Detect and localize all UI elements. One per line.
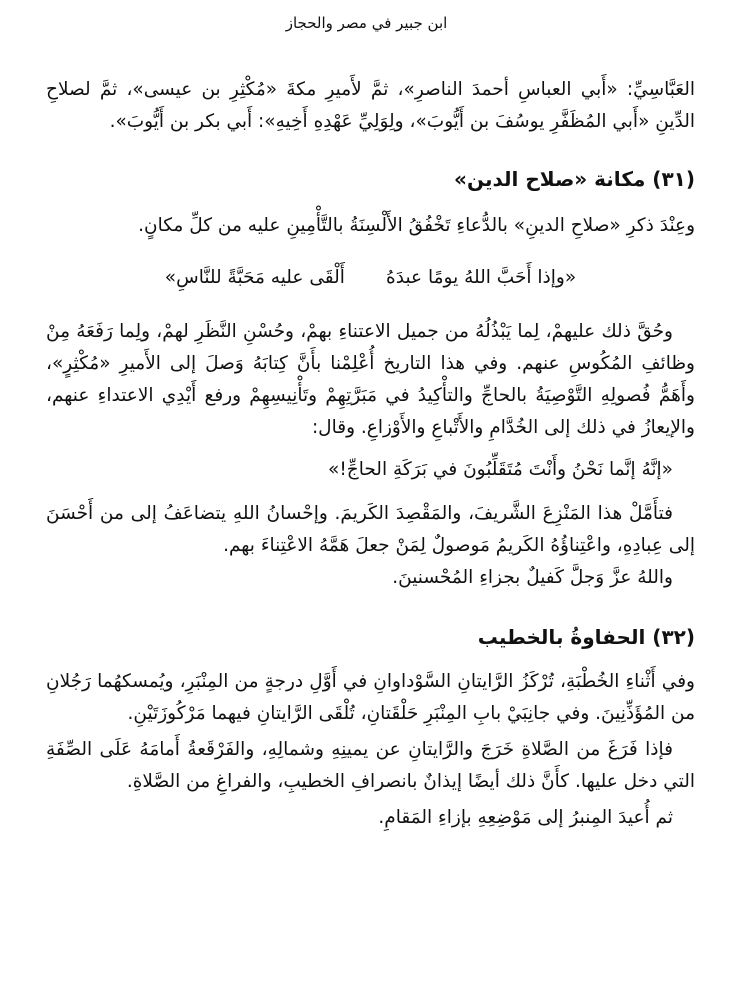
paragraph-after-prayer: فإذا فَرَغَ من الصَّلاةِ خَرَجَ والرَّايتانِ عن يمينِهِ وشمالِهِ، والفَرْقَعةُ أَمامَهُ عَلَى الصِّفَةِ التي دخل عليها. كأَنَّ ذلك أيضًا إيذانٌ بانصرافِ الخطيبِ، والفراغِ من الصَّلاةِ.: [46, 739, 695, 792]
paragraph-continuation: العَبَّاسِيِّ: «أَبي العباسِ أحمدَ الناصرِ»، ثمَّ لأَميرِ مكةَ «مُكْثِرِ بن عيسى»، ثمَّ لصلاحِ الدِّينِ «أَبي المُظَفَّرِ يوسُفَ بن أَيُّوبَ»، ولِوَلِيِّ عَهْدِهِ أَخِيهِ»: أَبي بكر بن أَيُّوبَ».: [46, 79, 695, 132]
paragraph-reward: واللهُ عزَّ وَجلَّ كَفيلٌ بجزاءِ المُحْسنينَ.: [392, 567, 673, 588]
paragraph-minbar-returned: ثم أُعيدَ المِنبرُ إلى مَوْضِعِهِ بإزاءِ المَقامِ.: [378, 807, 673, 828]
section-heading-32: (٣٢) الحفاوةُ بالخطيب: [477, 625, 695, 649]
page-body: [46, 74, 695, 834]
paragraph-deserved: وحُقَّ ذلك عليهمْ، لِما يَبْذُلُهُ من جميل الاعتناءِ بهمْ، وحُسْنِ النَّظَرِ لهمْ، ولِما رَفَعَهُ مِنْ وظائفِ المُكُوسِ عنهم. وفي هذا التاريخ أُعْلِمْنا بأَنَّ كِتابَهُ وَصلَ إلى الأَميرِ «مُكْثِرٍ»، وأَهَمُّ فُصولِهِ التَّوْصِيَةُ بالحاجِّ والتأْكِيدُ في مَبَرَّتِهِمْ وتَأْنِيسِهِمْ ورفع أَيْدِي الاعتداءِ عنهم، والإيعازُ في ذلك إلى الخُدَّامِ والأَتْباعِ والأَوْزاعِ. وقال:: [46, 321, 695, 438]
running-head: ابن جبير في مصر والحجاز: [285, 14, 448, 32]
paragraph-reflect: فتأَمَّلْ هذا المَنْزِعَ الشَّريفَ، والمَقْصِدَ الكَريمَ. وإحْسانُ اللهِ يتضاعَفُ إلى من أَحْسَنَ إلى عِبادِهِ، واعْتِناؤُهُ الكَريمُ مَوصولٌ لِمَنْ جعلَ هَمَّهُ الاعْتِناءَ بهم.: [46, 503, 695, 556]
quotation-pilgrims: «إنَّهُ إنَّما نَحْنُ وأَنْتَ مُتَقَلِّبُونَ في بَرَكَةِ الحاجِّ!»: [328, 459, 673, 480]
paragraph-salah-mention: وعِنْدَ ذكرِ «صلاحِ الدينِ» بالدُّعاءِ تَخْفُقُ الأَلْسِنَةُ بالتَّأْمِينِ عليه من كلِّ مكانٍ.: [138, 215, 695, 236]
paragraph-sermon-banners: وفي أَثْناءِ الخُطْبَةِ، تُرْكَزُ الرَّايتانِ السَّوْداوانِ في أَوَّلِ درجةٍ من المِنْبَرِ، ويُمسكهُما رَجُلانِ من المُؤَذِّنِينَ. وفي جانِبَيْ بابِ المِنْبَرِ حَلْقَتانِ، تُلْقَى الرَّايتانِ فيهما مَرْكُوزَتَيْنِ.: [46, 671, 695, 724]
section-heading-31: (٣١) مكانة «صلاح الدين»: [454, 167, 695, 191]
poetry-verse: «وإذا أَحَبَّ اللهُ يومًا عبدَهُ أَلْقَى عليه مَحَبَّةً للنَّاسِ»: [164, 267, 577, 288]
